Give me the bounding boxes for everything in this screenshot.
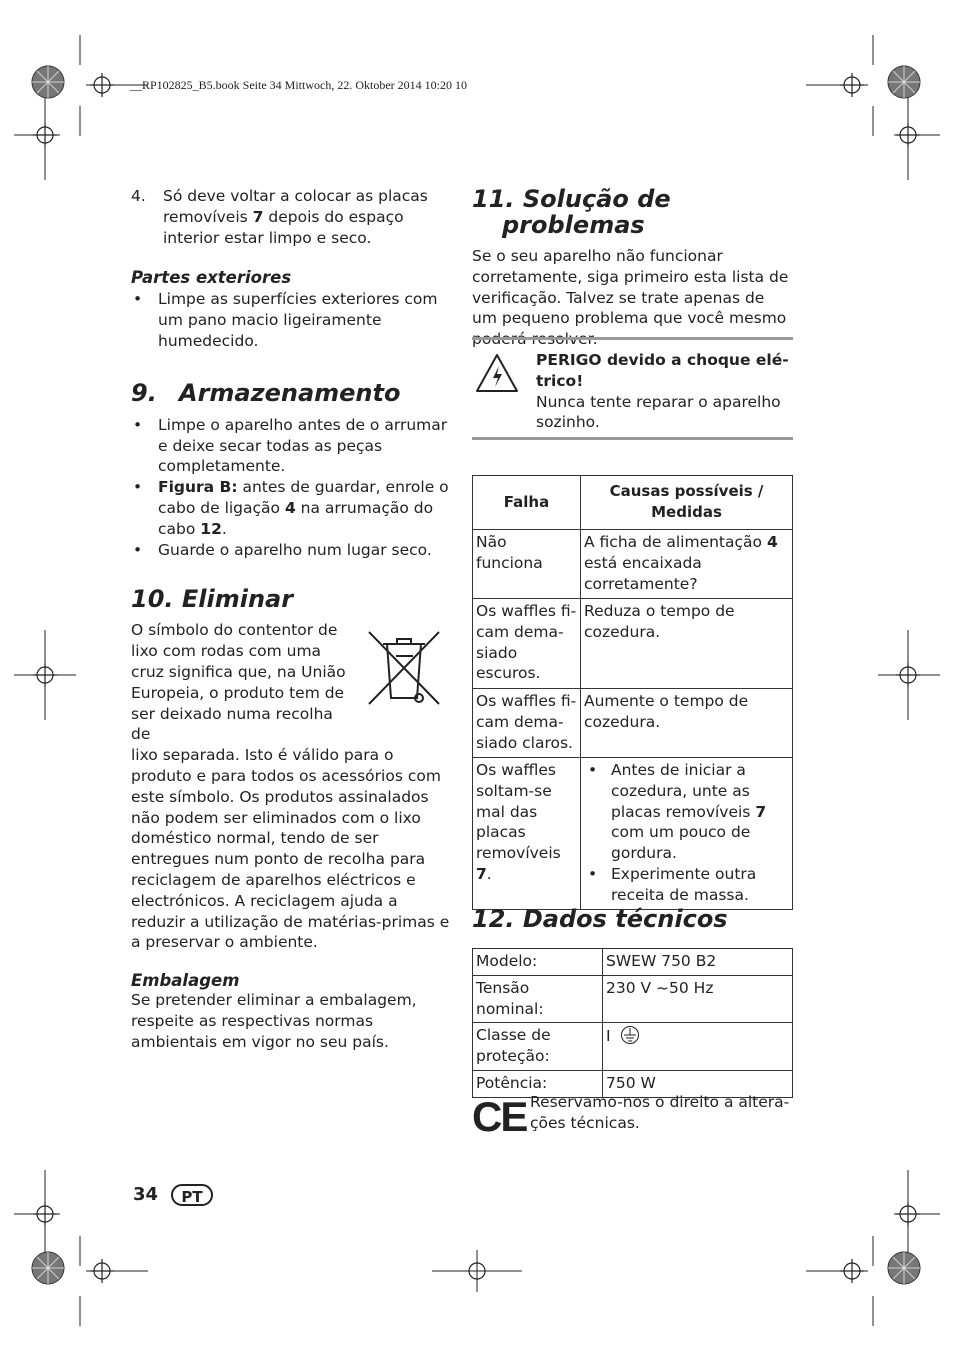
cell-text: Antes de iniciar a cozedura, unte as placas removíveis xyxy=(611,761,756,821)
fault-cell: Não funciona xyxy=(473,530,581,599)
part-ref: 4 xyxy=(766,533,778,551)
bullet-text: na arrumação do cabo xyxy=(158,498,434,538)
bullet-storage-2 xyxy=(131,477,453,539)
cell-text: com um pouco de gordura. xyxy=(611,823,751,863)
section-10-title: 10. Eliminar xyxy=(131,585,294,614)
column-header-fault: Falha xyxy=(473,476,581,530)
title-line: 11. Solução de xyxy=(472,185,671,213)
table-row xyxy=(473,530,793,599)
table-header-row xyxy=(473,476,793,530)
cause-cell: Reduza o tempo de cozedura. xyxy=(581,599,793,689)
tech-label: Modelo: xyxy=(473,949,603,976)
item-number: 4. xyxy=(131,187,146,205)
cell-text: . xyxy=(486,864,492,883)
figure-label: Figura B: xyxy=(158,478,238,497)
section-title-text: Armazenamento xyxy=(179,378,401,407)
table-row xyxy=(473,1023,793,1071)
disposal-paragraph-rest: lixo separada. Isto é válido para o produto e para todos os acessórios com este símbolo. Os produtos assinalados não podem ser eliminados com o lixo doméstico normal, tendo de ser entregues num ponto de recolha para reciclagem de aparelhos eléctricos e electrónicos. A reciclagem ajuda a reduzir a utilização de matérias-primas e a preservar o ambiente. xyxy=(131,746,450,952)
tech-value-cell xyxy=(603,1023,793,1071)
table-row xyxy=(473,689,793,758)
disposal-block xyxy=(131,620,453,953)
item-text: depois do espaço interior estar limpo e seco. xyxy=(163,207,404,247)
table-row xyxy=(473,599,793,689)
electric-shock-warning-icon xyxy=(474,352,520,394)
packaging-text: Se pretender eliminar a embalagem, respeite as respectivas normas ambientais em vigor no seu país. xyxy=(131,991,417,1051)
warning-box xyxy=(472,350,793,433)
cause-cell xyxy=(581,758,793,910)
tech-label: Potência: xyxy=(473,1070,603,1097)
bullet-storage-3: • Guarde o aparelho num lugar seco. xyxy=(131,540,453,561)
part-ref: 4 xyxy=(284,498,296,517)
heading-embalagem: Embalagem xyxy=(131,971,240,991)
file-info-header: __RP102825_B5.book Seite 34 Mittwoch, 22. Oktober 2014 10:20 10 xyxy=(130,78,467,92)
table-row xyxy=(473,949,793,976)
troubleshooting-intro: Se o seu aparelho não funcionar corretamente, siga primeiro esta lista de verificação. Talvez se trate apenas de um pequeno problema que você mesmo xyxy=(472,247,789,328)
fault-cell: Os waffles ficam demasiado claros. xyxy=(473,689,581,758)
section-number: 9. xyxy=(131,378,157,407)
table-row xyxy=(473,975,793,1023)
part-ref: 12 xyxy=(200,519,222,538)
tech-label: Tensão nominal: xyxy=(473,975,603,1023)
bullet-text: antes de guardar, enrole o cabo de ligação xyxy=(158,478,449,517)
tech-value: 750 W xyxy=(603,1070,793,1097)
warning-bottom-rule xyxy=(472,437,793,440)
cell-text: A ficha de alimentação xyxy=(584,533,767,551)
crossed-bin-icon xyxy=(363,626,445,708)
table-row xyxy=(473,758,793,910)
title-line: problemas xyxy=(502,211,645,239)
part-ref: 7 xyxy=(755,802,767,821)
tech-label: Classe de proteção: xyxy=(473,1023,603,1071)
warning-top-rule xyxy=(472,337,793,340)
right-column xyxy=(472,186,794,350)
troubleshooting-table xyxy=(472,475,793,910)
tech-value: 230 V ~50 Hz xyxy=(603,975,793,1023)
column-header-causes: Causas possíveis / Medidas xyxy=(581,476,793,530)
cause-cell: Aumente o tempo de cozedura. xyxy=(581,689,793,758)
cause-cell xyxy=(581,530,793,599)
numbered-item-4 xyxy=(131,186,453,248)
warning-text: Nunca tente reparar o aparelho sozinho. xyxy=(536,392,781,432)
fault-cell: Os waffles ficam demasiado escuros. xyxy=(473,599,581,689)
warning-title: PERIGO devido a choque elétrico! xyxy=(536,351,789,390)
language-badge: PT xyxy=(171,1184,213,1206)
section-12-title: 12. Dados técnicos xyxy=(472,905,728,933)
cell-text: Os waffles soltam-se mal das placas removíveis xyxy=(476,761,561,863)
section-9-title xyxy=(131,380,453,406)
bullet-exterior: • Limpe as superfícies exteriores com um pano macio ligeiramente humedecido. xyxy=(131,289,453,351)
cell-text: está encaixada corretamente? xyxy=(584,553,702,593)
disposal-paragraph-side: O símbolo do contentor de lixo com rodas com uma cruz significa que, na União Europeia, o produto tem de ser deixado numa recolha de xyxy=(131,621,346,744)
tech-data-table xyxy=(472,948,793,1098)
protective-earth-icon xyxy=(620,1025,640,1045)
heading-partes-exteriores: Partes exteriores xyxy=(131,268,292,288)
page-number: 34 xyxy=(133,1184,159,1205)
ce-note: Reservamo-nos o direito a alterações técnicas. xyxy=(530,1093,790,1132)
part-ref: 7 xyxy=(476,864,487,883)
bullet-storage-1: • Limpe o aparelho antes de o arrumar e deixe secar todas as peças completamente. xyxy=(131,415,453,477)
cause-bullet xyxy=(584,760,789,864)
tech-value: I xyxy=(606,1027,611,1046)
section-11-title xyxy=(472,186,794,238)
left-column xyxy=(131,186,453,1053)
cause-bullet: • Experimente outra receita de massa. xyxy=(584,864,789,906)
part-ref: 7 xyxy=(252,207,264,226)
bullet-text: . xyxy=(221,519,227,538)
tech-value: SWEW 750 B2 xyxy=(603,949,793,976)
item-text: Só deve voltar a colocar as placas removíveis xyxy=(163,187,428,226)
ce-mark-icon: CE xyxy=(472,1093,527,1140)
fault-cell xyxy=(473,758,581,910)
